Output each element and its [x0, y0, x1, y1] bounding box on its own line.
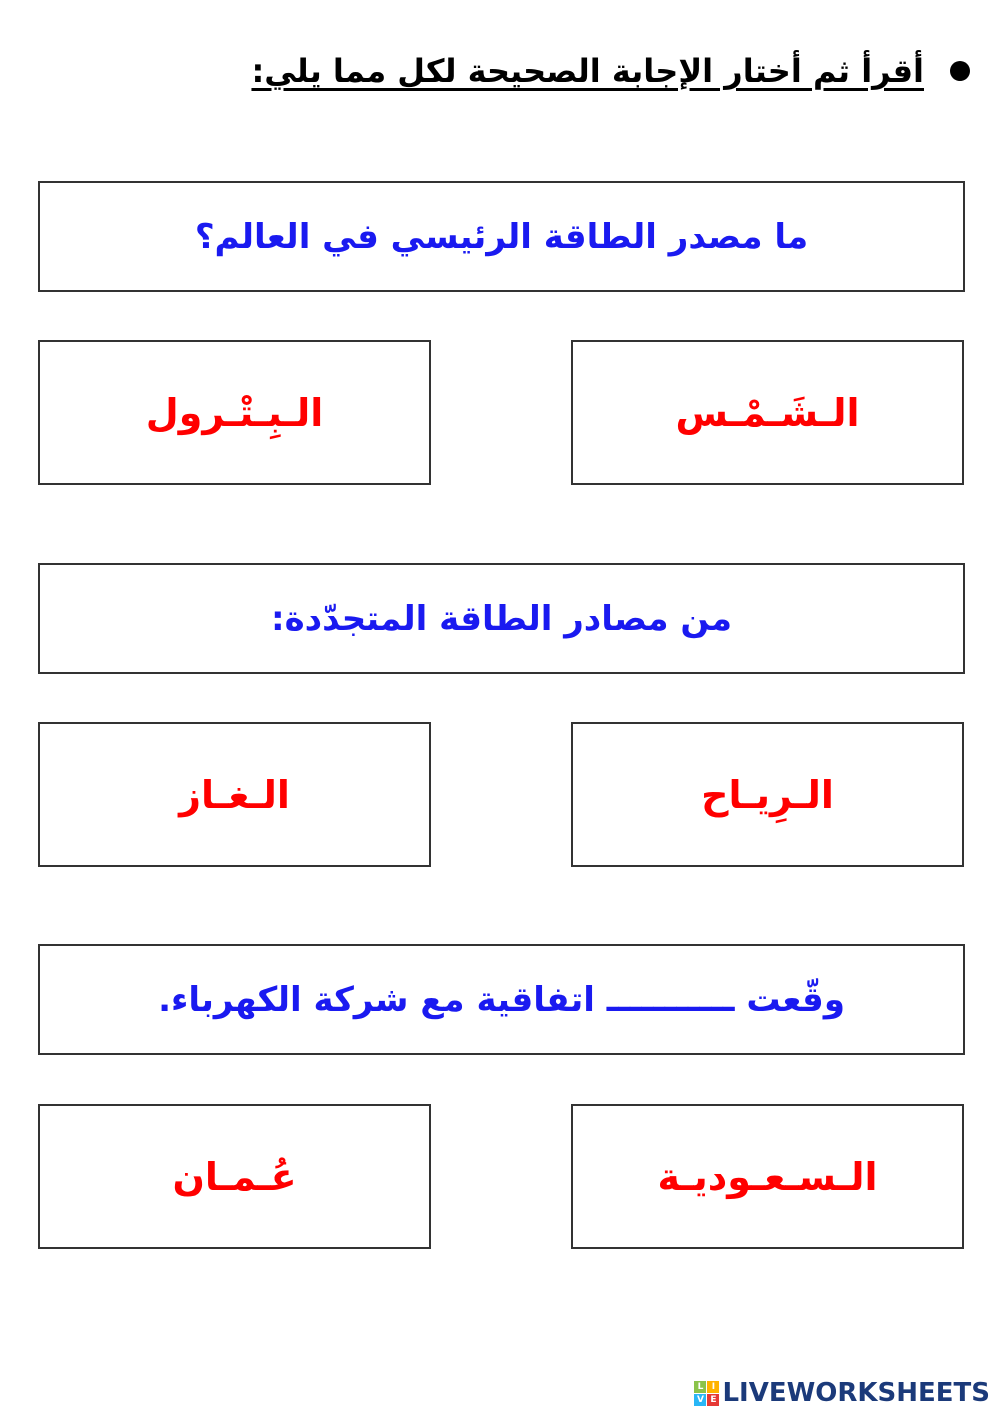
logo-letter: L [694, 1381, 706, 1393]
option-3-b[interactable]: عُـمـان [38, 1104, 431, 1249]
option-2-b[interactable]: الـغـاز [38, 722, 431, 867]
logo-text: LIVEWORKSHEETS [722, 1378, 990, 1408]
bullet-icon [950, 61, 970, 81]
question-1: ما مصدر الطاقة الرئيسي في العالم؟ [38, 181, 965, 292]
option-3-a[interactable]: الـسـعـوديـة [571, 1104, 964, 1249]
question-2: من مصادر الطاقة المتجدّدة: [38, 563, 965, 674]
logo-letter: V [694, 1394, 706, 1406]
question-3: وقّعت ـــــــــــ اتفاقية مع شركة الكهرباء. [38, 944, 965, 1055]
logo-icon [694, 1381, 719, 1406]
liveworksheets-logo [694, 1378, 990, 1408]
option-2-a[interactable]: الـرِيـاح [571, 722, 964, 867]
option-1-b[interactable]: الـبِـتْـرول [38, 340, 431, 485]
logo-letter: E [707, 1394, 719, 1406]
instruction-heading [251, 52, 970, 90]
option-1-a[interactable]: الـشَـمْـس [571, 340, 964, 485]
instruction-text: أقرأ ثم أختار الإجابة الصحيحة لكل مما يلي: [251, 52, 924, 90]
logo-letter: I [707, 1381, 719, 1393]
